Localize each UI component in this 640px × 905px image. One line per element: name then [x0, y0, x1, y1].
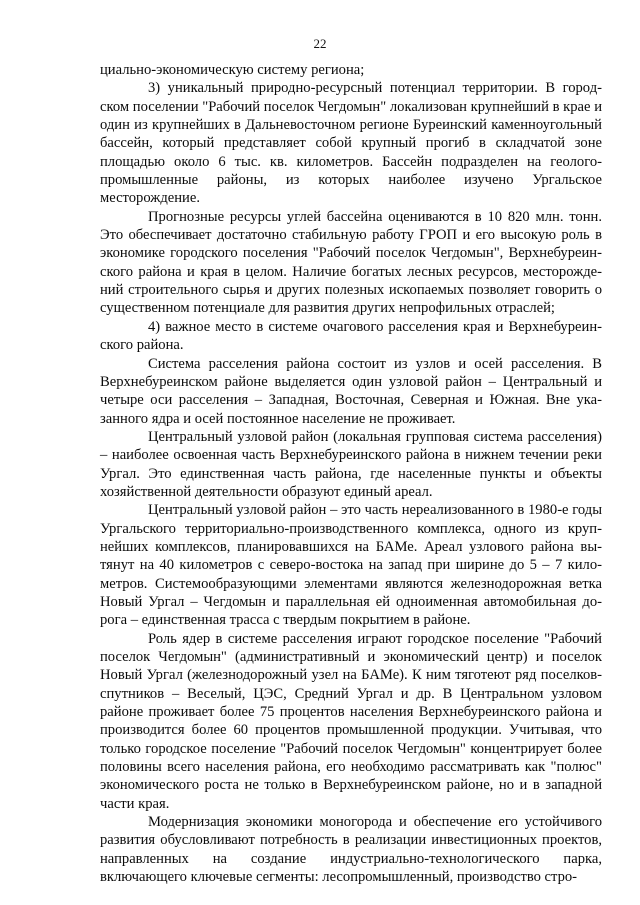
paragraph-urgal-complex: Центральный узловой район – это часть нереализованного в 1980-е годы Ургальского территориально-производственного комплекса, одного из крупнейших комплексов, планировавшихся на БАМе. Ареал узлового района вытянут на 40 километров с северо-востока на запад при ширине до 5 – 7 километров. Системообразующими элементами являются железнодорожная ветка Новый Ургал – Чегдомын и параллельная ей одноименная автомобильная дорога – единственная трасса с твердым покрытием в районе. [100, 502, 602, 629]
page-number: 22 [313, 36, 327, 51]
paragraph-settlement-cores: Роль ядер в системе расселения играют городское поселение "Рабочий поселок Чегдомын" (административный и экономический центр) и поселок Новый Ургал (железнодорожный узел на БАМе). К ним тяготеют ряд поселков-спутников – Веселый, ЦЭС, Средний Ургал и др. В Центральном узловом районе проживает более 75 процентов населения Верхнебуреинского района и производится более 60 процентов промышленной продукции. Учитывая, что только городское поселение "Рабочий поселок Чегдомын" концентрирует более половины всего населения района, его необходимо рассматривать как "полюс" экономического роста не только в Верхнебуреинском районе, но и в западной части края. [100, 630, 602, 812]
paragraph-continuation: циально-экономическую систему региона; [100, 62, 365, 78]
paragraph-modernization: Модернизация экономики моногорода и обеспечение его устойчивого развития обусловливают потребность в реализации инвестиционных проектов, направленных на создание индустриально-технологического парка, включающего ключевые сегменты: лесопромышленный, производство стро- [100, 814, 602, 886]
paragraph-coal-reserves: Прогнозные ресурсы углей бассейна оцениваются в 10 820 млн. тонн. Это обеспечивает достаточно стабильную работу ГРОП и его высокую роль в экономике городского поселения "Рабочий поселок Чегдомын", Верхнебуреинского района и края в целом. Наличие богатых лесных ресурсов, месторождений строительного сырья и других полезных ископаемых позволяет говорить о существенном потенциале для развития других непрофильных отраслей; [100, 208, 602, 317]
paragraph-settlement-role: 4) важное место в системе очагового расселения края и Верхнебуреинского района. [100, 318, 602, 354]
body-text [100, 61, 602, 886]
paragraph-central-district: Центральный узловой район (локальная групповая система расселения) – наиболее освоенная часть Верхнебуреинского района в нижнем течении реки Ургал. Это единственная часть района, где населенные пункты и объекты хозяйственной деятельности образуют единый ареал. [100, 428, 602, 500]
paragraph-natural-resources: 3) уникальный природно-ресурсный потенциал территории. В городском поселении "Рабочий поселок Чегдомын" локализован крупнейший в крае и один из крупнейших в Дальневосточном регионе Буреинский каменноугольный бассейн, который представляет собой крупный прогиб в складчатой зоне площадью около 6 тыс. кв. километров. Бассейн подразделен на геолого-промышленные районы, из которых наиболее изучено Ургальское месторождение. [100, 80, 602, 207]
paragraph-settlement-system: Система расселения района состоит из узлов и осей расселения. В Верхнебуреинском районе выделяется один узловой район – Центральный и четыре оси расселения – Западная, Восточная, Северная и Южная. Вне указанного ядра и осей постоянное население не проживает. [100, 355, 602, 427]
